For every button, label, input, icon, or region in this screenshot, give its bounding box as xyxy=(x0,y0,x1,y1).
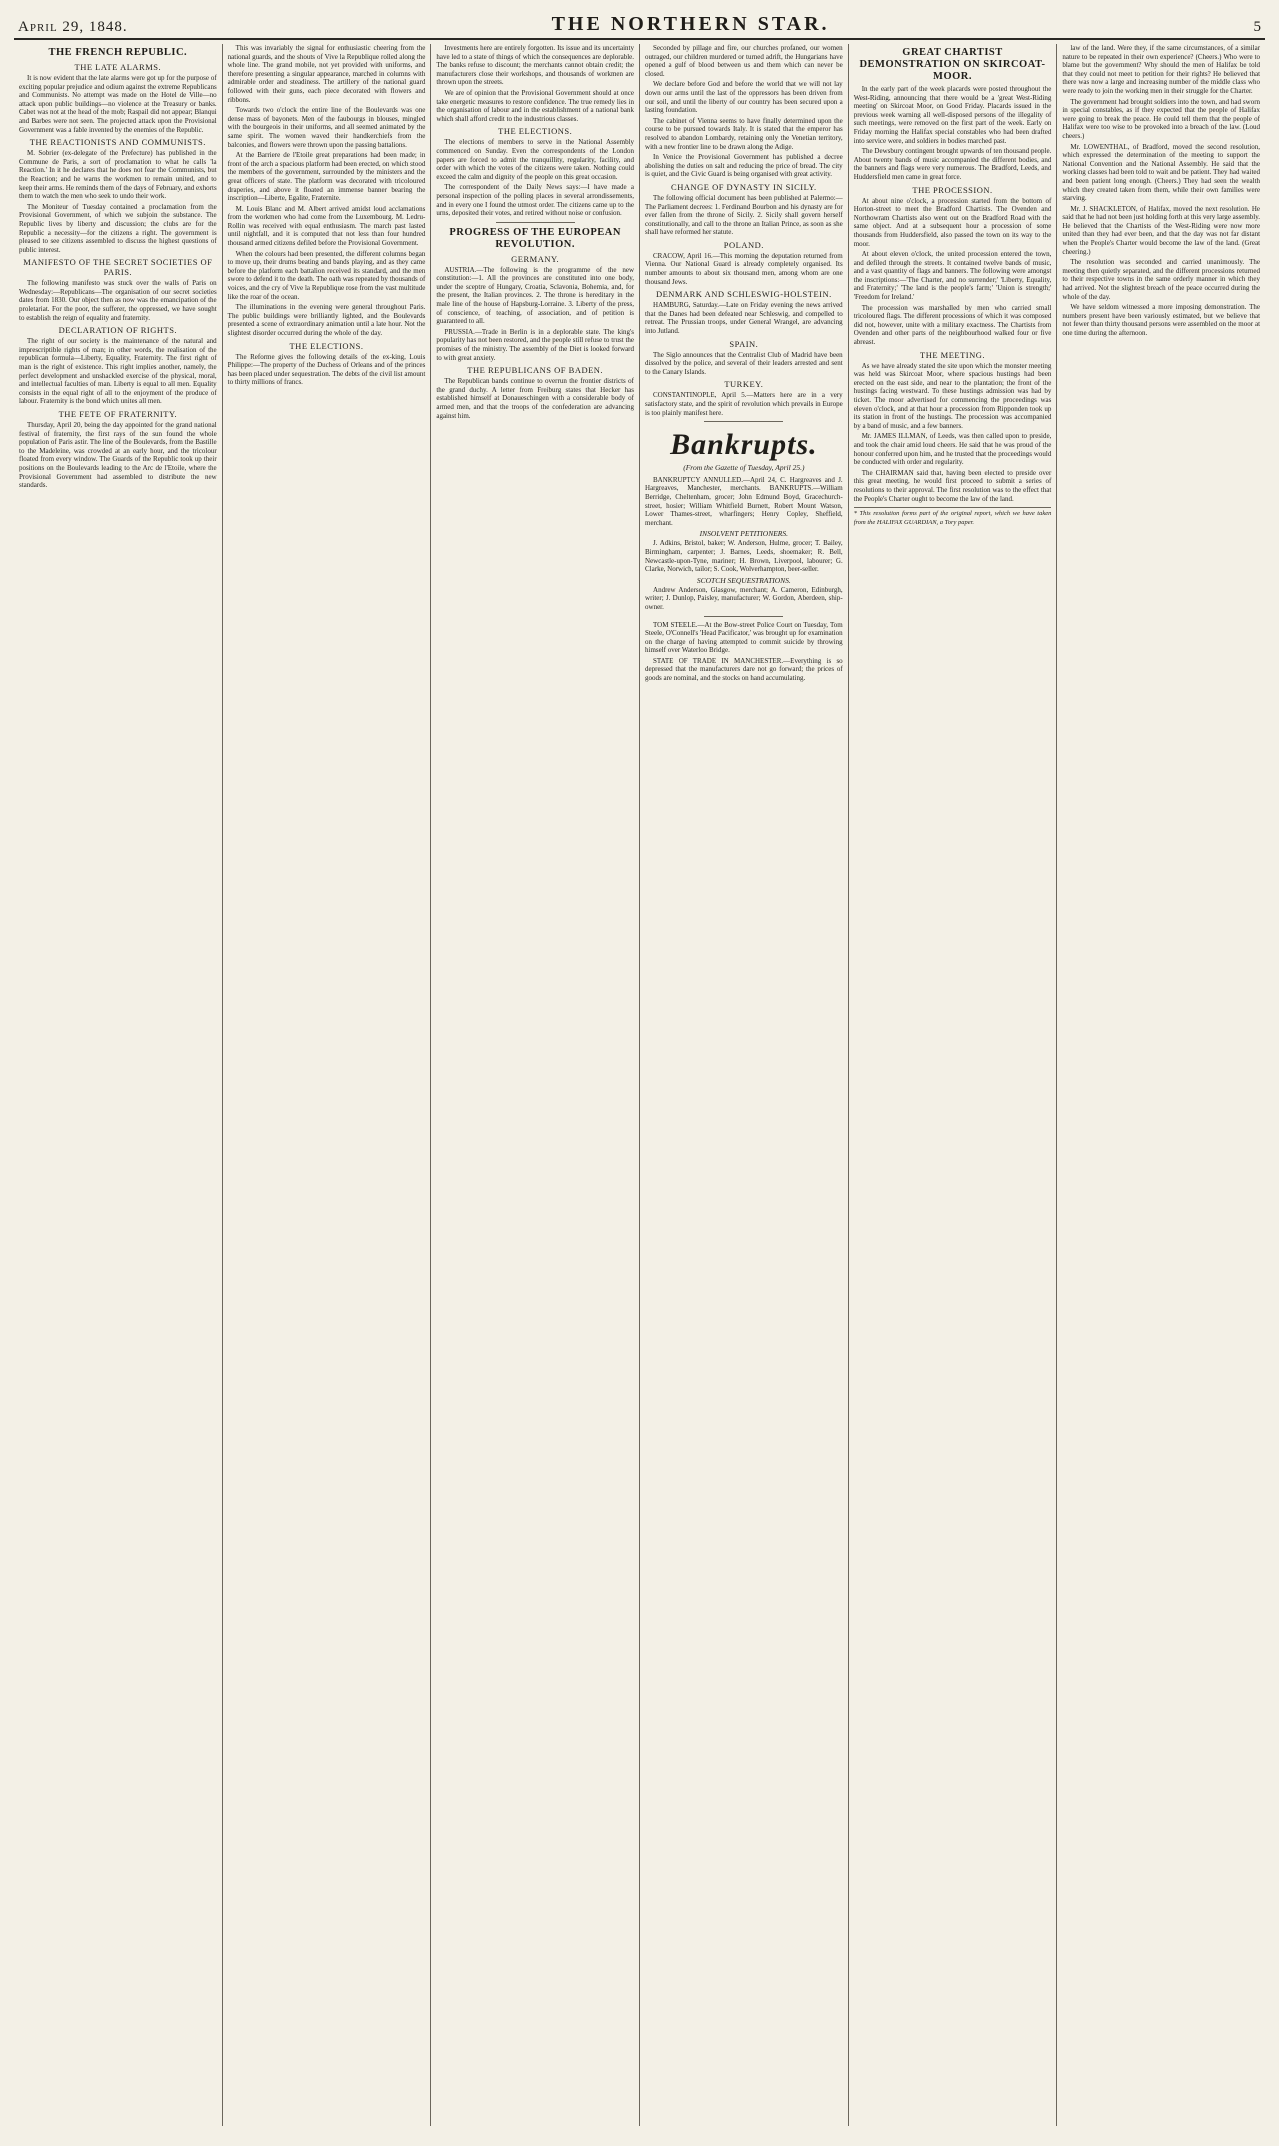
paragraph: The CHAIRMAN said that, having been elected to preside over this great meeting, he would first proceed to submit a series of resolutions to their approval. The first resolution was to the effect that the People's Charter ought to become the law of the land. xyxy=(853,468,1052,503)
section-title: PROGRESS OF THE EUROPEAN REVOLUTION. xyxy=(449,226,621,250)
column-2 xyxy=(223,44,432,2126)
subheading: THE REPUBLICANS OF BADEN. xyxy=(467,365,604,376)
subheading: POLAND. xyxy=(723,239,764,250)
paragraph: Mr. LOWENTHAL, of Bradford, moved the second resolution, which expressed the determination of the meeting to support the National Convention and the National Assembly. He said that the working classes had been told to wait and be patient. They had waited and been patient long enough. (Cheers.) They had seen the wealth which they created taken from them, while their own families were starving. xyxy=(1062,142,1261,203)
subheading: THE FETE OF FRATERNITY. xyxy=(58,409,178,419)
paragraph: M. Sobrier (ex-delegate of the Prefecture) has published in the Commune de Paris, a sort of proclamation to what he calls 'la Reaction.' In it he declares that he does not fear the Communists, but the Reaction; and he warns the workmen to remain united, and to keep their arms. He reminds them of the days of February, and exhorts them to watch the men who seek to undo their work. xyxy=(19,149,217,201)
paragraph: In the early part of the week placards were posted throughout the West-Riding, announcing that there would be a 'great West-Riding meeting' on Skircoat Moor, on Good Friday. Placards issued in the previous week warning all well-disposed persons of the illegality of such meetings, were removed on the first part of the week. Early on Friday morning the Halifax special constables who had been drafted into service were, and soldiers in bodies marched past. xyxy=(853,85,1052,145)
paragraph: The procession was marshalled by men who carried small tricoloured flags. The different processions of which it was composed did not, however, unite with a military exactness. The Chartists from Ovenden and other parts of the neighbourhood walked four or five abreast. xyxy=(853,303,1052,347)
column-3 xyxy=(431,44,640,2126)
newspaper-page xyxy=(14,8,1265,2124)
paragraph: CONSTANTINOPLE, April 5.—Matters here are in a very satisfactory state, and the spirit of revolution which prevails in Europe is too plainly manifest here. xyxy=(645,391,843,417)
paragraph: The following manifesto was stuck over the walls of Paris on Wednesday:—Republicans—The organisation of our secret societies dates from 1830. Our object then as now was the emancipation of the proletariat. For the poor, the sufferer, the oppressed, we have sought to establish the reign of equality and fraternity. xyxy=(19,279,217,322)
columns xyxy=(14,44,1265,2126)
paragraph: PRUSSIA.—Trade in Berlin is in a deplorable state. The king's popularity has not been restored, and the people still refuse to trust the promises of the ministry. The assembly of the Diet is looked forward to with great anxiety. xyxy=(436,327,635,362)
column-6 xyxy=(1057,44,1265,2126)
subheading: THE LATE ALARMS. xyxy=(74,62,162,72)
paragraph: The cabinet of Vienna seems to have finally determined upon the course to be pursued towards Italy. It is stated that the emperor has resolved to abandon Lombardy, retaining only the Venetian territory, with a new frontier line to be drawn along the Adige. xyxy=(645,116,843,151)
paragraph: The Siglo announces that the Centralist Club of Madrid have been dissolved by the police, and several of their leaders arrested and sent to the Canary Islands. xyxy=(645,350,843,376)
paragraph: The Reforme gives the following details of the ex-king, Louis Philippe:—The property of the Duchess of Orleans and of the princes has been placed under sequestration. The debts of the civil list amount to thirty millions of francs. xyxy=(227,352,426,387)
subheading: THE PROCESSION. xyxy=(912,184,993,195)
subheading: THE REACTIONISTS AND COMMUNISTS. xyxy=(29,137,206,148)
paragraph: As we have already stated the site upon which the monster meeting was held was Skircoat Moor, where spacious hustings had been erected on the east side, and near to the plantation; the front of the hustings facing westward. To these hustings admission was had by ticket. The moor advertised for commencing the proceedings was eleven o'clock, and at that hour a procession from Ripponden took up its station in front of the hustings. The procession was accompanied by a band of music, and a few banners. xyxy=(853,361,1052,430)
paragraph: The correspondent of the Daily News says:—I have made a personal inspection of the polling places in several arrondissements, and in every one I found the utmost order. The citizens came up to the urns, deposited their votes, and retired without noise or confusion. xyxy=(436,183,635,218)
divider xyxy=(704,616,783,617)
subheading: TURKEY. xyxy=(724,379,764,390)
paragraph: HAMBURG, Saturday.—Late on Friday evening the news arrived that the Danes had been defeated near Schleswig, and compelled to retreat. The Prussian troops, under General Wrangel, are advancing into Jutland. xyxy=(645,301,843,336)
paragraph: At about eleven o'clock, the united procession entered the town, and defiled through the streets. It contained twelve bands of music, and a vast quantity of flags and banners. The following were amongst the inscriptions:—'The Charter, and no surrender;' 'Liberty, Equality, and Fraternity;' 'The land is the people's farm;' 'Union is strength;' 'Freedom for Ireland.' xyxy=(853,250,1052,302)
paragraph: At about nine o'clock, a procession started from the bottom of Horton-street to meet the Bradford Chartists. The Ovenden and Northowram Chartists also went out on the Bradford Road with the same object. And at a subsequent hour a procession of some thousands from Huddersfield, also passed the town on its way to the moor. xyxy=(853,196,1052,248)
paragraph: J. Adkins, Bristol, baker; W. Anderson, Hulme, grocer; T. Bailey, Birmingham, carpenter; J. Barnes, Leeds, shoemaker; R. Bell, Newcastle-upon-Tyne, mariner; H. Brown, Liverpool, labourer; G. Clarke, Norwich, tailor; S. Cook, Wolverhampton, beer-seller. xyxy=(645,539,843,574)
paragraph: TOM STEELE.—At the Bow-street Police Court on Tuesday, Tom Steele, O'Connell's 'Head Pacificator,' was brought up for examination on the charge of having attempted to commit suicide by throwing himself over Waterloo Bridge. xyxy=(645,620,843,655)
paragraph: The government had brought soldiers into the town, and had sworn in special constables, as if they expected that the people of Halifax were going to break the peace. He could tell them that the people of Halifax were too wise to be provoked into a breach of the law. (Loud cheers.) xyxy=(1062,97,1261,140)
divider xyxy=(704,421,783,422)
subheading: SCOTCH SEQUESTRATIONS. xyxy=(696,575,791,585)
paragraph: Andrew Anderson, Glasgow, merchant; A. Cameron, Edinburgh, writer; J. Dunlop, Paisley, manufacturer; W. Gordon, Aberdeen, ship-owner. xyxy=(645,585,843,611)
issue-date: April 29, 1848. xyxy=(18,19,128,35)
paragraph: When the colours had been presented, the different columns began to move up, their drums beating and bands playing, and as they came before the platform each battalion received its standard, and the men swore to defend it to the death. The oath was repeated by thousands of voices, and the cry of Vive la Republique rose from the vast multitude like the roar of the ocean. xyxy=(227,249,426,301)
paragraph: CRACOW, April 16.—This morning the deputation returned from Vienna. Our National Guard is already completely organised. Its number amounts to about six thousand men, among whom are one thousand Jews. xyxy=(645,251,843,286)
subheading: DECLARATION OF RIGHTS. xyxy=(58,325,178,336)
paragraph: The Republican bands continue to overrun the frontier districts of the grand duchy. A letter from Freiburg states that Hecker has established himself at Donaueschingen with a considerable body of armed men, and that the troops of the confederation are advancing against him. xyxy=(436,377,635,420)
paragraph: Thursday, April 20, being the day appointed for the grand national festival of fraternity, the first rays of the sun found the whole population of Paris astir. The line of the Boulevards, from the Bastille to the Madeleine, was crowded at an early hour, and the tricolour floated from every window. The Guards of the Republic took up their positions on the Boulevards leading to the Arc de l'Etoile, where the Provisional Government had assembled to distribute the new standards. xyxy=(19,421,217,490)
paragraph: Seconded by pillage and fire, our churches profaned, our women outraged, our children murdered or turned adrift, the Hungarians have opened a gulf of blood between us and them which can never be closed. xyxy=(645,44,843,78)
paragraph: The Dewsbury contingent brought upwards of ten thousand people. About twenty bands of music accompanied the different bodies, and the banners and flags were very numerous. The Bradford, Leeds, and Huddersfield men came in great force. xyxy=(853,147,1052,181)
paragraph: We are of opinion that the Provisional Government should at once take energetic measures to restore confidence. The true remedy lies in the organisation of labour and in the establishment of a national bank which shall afford credit to the industrious classes. xyxy=(436,88,635,123)
column-5 xyxy=(849,44,1058,2126)
section-title: THE FRENCH REPUBLIC. xyxy=(48,47,188,58)
column-4 xyxy=(640,44,849,2126)
paragraph: The illuminations in the evening were general throughout Paris. The public buildings were brilliantly lighted, and the Boulevards presented a scene of extraordinary animation until a late hour. Not the slightest disorder occurred during the whole of the day. xyxy=(227,303,426,337)
paragraph: In Venice the Provisional Government has published a decree abolishing the duties on salt and reducing the price of bread. The city is quiet, and the Civic Guard is being organised with great activity. xyxy=(645,153,843,179)
paragraph: It is now evident that the late alarms were got up for the purpose of exciting popular prejudice and odium against the extreme Republicans and Communists. No attempt was made on the Hotel de Ville—no attack upon public buildings—no violence at the Treasury or banks. Cabet was not at the head of the mob; Raspail did not appear; Blanqui and Barbes were not seen. The projected attack upon the Provisional Government was a fable invented by the enemies of the Republic. xyxy=(19,74,217,134)
paragraph: The following official document has been published at Palermo:—The Parliament decrees: 1. Ferdinand Bourbon and his dynasty are for ever fallen from the throne of Sicily. 2. Sicily shall govern herself constitutionally, and call to the throne an Italian Prince, as soon as she shall have reformed her statute. xyxy=(645,193,843,237)
paragraph: We declare before God and before the world that we will not lay down our arms until the last of the oppressors has been driven from our soil, and until the liberty of our country has been secured upon a lasting foundation. xyxy=(645,80,843,115)
section-title: GREAT CHARTIST DEMONSTRATION ON SKIRCOAT-MOOR. xyxy=(859,47,1046,82)
paragraph: We have seldom witnessed a more imposing demonstration. The numbers present have been variously estimated, but we believe that not fewer than thirty thousand persons were assembled on the moor at one time during the afternoon. xyxy=(1062,303,1261,337)
paragraph: This was invariably the signal for enthusiastic cheering from the national guards, and the shouts of Vive la Republique rolled along the whole line. The grand mobile, not yet provided with uniforms, and therefore presenting a singular appearance, marched in columns with admirable order and steadiness. The artillery of the national guard followed with their guns, each piece decorated with flowers and ribbons. xyxy=(227,44,426,104)
paragraph: The Moniteur of Tuesday contained a proclamation from the Provisional Government, of which we subjoin the substance. The Republic lives by liberty and discussion; the clubs are for the Republic a necessity—for the citizens a right. The government is pleased to see citizens assembled to discuss the highest questions of public interest. xyxy=(19,202,217,254)
paragraph: Towards two o'clock the entire line of the Boulevards was one dense mass of bayonets. Men of the faubourgs in blouses, mingled with the bourgeois in their uniforms, and all seemed animated by the same spirit. The women waved their handkerchiefs from the balconies, and flowers were thrown upon the passing battalions. xyxy=(227,106,426,149)
subheading: DENMARK AND SCHLESWIG-HOLSTEIN. xyxy=(655,289,832,300)
subheading: INSOLVENT PETITIONERS. xyxy=(699,529,789,539)
paragraph: M. Louis Blanc and M. Albert arrived amidst loud acclamations from the workmen who had come from the Luxembourg. M. Ledru-Rollin was received with equal enthusiasm. The march past lasted until nightfall, and it is computed that not less than four hundred thousand armed citizens defiled before the Provisional Government. xyxy=(227,204,426,248)
subheading: THE ELECTIONS. xyxy=(289,340,364,351)
column-1 xyxy=(14,44,223,2126)
paragraph: Mr. J. SHACKLETON, of Halifax, moved the next resolution. He said that he had not been just holding forth at this very large assembly. He believed that the Chartists of the West-Riding were now more united than they had ever been, and that the day was not far distant when the People's Charter would become the law of the land. (Great cheering.) xyxy=(1062,204,1261,256)
paragraph: Mr. JAMES ILLMAN, of Leeds, was then called upon to preside, and took the chair amid loud cheers. He said that he was proud of the honour conferred upon him, and he trusted that the proceedings would be conducted with order and regularity. xyxy=(853,432,1052,467)
page-number: 5 xyxy=(1253,19,1261,35)
paragraph: The elections of members to serve in the National Assembly commenced on Sunday. Even the correspondents of the London papers are forced to admit the tranquillity, regularity, facility, and order with which the votes of the citizens were taken. Nothing could exceed the calm and dignity of the people on this great occasion. xyxy=(436,138,635,181)
paragraph: The resolution was seconded and carried unanimously. The meeting then quietly separated, and the different processions returned to their respective towns in the same orderly manner in which they had arrived. Not the slightest breach of the peace occurred during the whole of the day. xyxy=(1062,258,1261,301)
paragraph: Investments here are entirely forgotten. Its issue and its uncertainty have led to a state of things of which the consequences are deplorable. The banks refuse to discount; the merchants cannot obtain credit; the manufacturers close their workshops, and thousands of workmen are thrown upon the streets. xyxy=(436,44,635,87)
subheading: GERMANY. xyxy=(511,253,560,264)
paragraph: BANKRUPTCY ANNULLED.—April 24, C. Hargreaves and J. Hargreaves, Manchester, merchants. BANKRUPTS.—William Berridge, Cheltenham, grocer; John Edmund Boyd, Gracechurch-street, hosier; William Whitfield Burnett, Robert Mount Watson, Lower Thames-street, wharfingers; Henry Copley, Sheffield, merchant. xyxy=(645,475,843,527)
paper-title: THE NORTHERN STAR. xyxy=(551,13,830,35)
paragraph: AUSTRIA.—The following is the programme of the new constitution:—1. All the provinces are constituted into one body, under the sceptre of Hungary, Croatia, Sclavonia, Bohemia, and, for the present, the Italian provinces. 2. The throne is hereditary in the male line of the house of Hapsburg-Lorraine. 3. Liberty of the press, of conscience, of teaching, of association, and of petition is guaranteed to all. xyxy=(436,265,635,326)
subheading: THE MEETING. xyxy=(920,349,986,360)
footnote: * This resolution forms part of the original report, which we have taken from the HALIFAX GUARDIAN, a Tory paper. xyxy=(854,507,1052,527)
subheading: SPAIN. xyxy=(729,338,759,349)
paragraph: STATE OF TRADE IN MANCHESTER.—Everything is so depressed that the manufacturers dare not go forward; the prices of goods are nominal, and the stocks on hand accumulating. xyxy=(645,656,843,683)
subheading: CHANGE OF DYNASTY IN SICILY. xyxy=(671,181,817,192)
paragraph: law of the land. Were they, if the same circumstances, of a similar nature to be repeated in their own experience? (Cheers.) Who were to blame but the government? Why should the men of Halifax be told that they could not meet to petition for their rights? He believed that there was now a large and increasing number of the middle class who were ready to join the working men in their struggle for the Charter. xyxy=(1062,44,1261,95)
divider xyxy=(496,222,575,223)
masthead xyxy=(14,8,1265,40)
paragraph: The right of our society is the maintenance of the natural and imprescriptible rights of man; in other words, the realisation of the republican formula—Liberty, Equality, Fraternity. The first right of man is the right of existence. This right implies another, namely, the perfect development and unshackled exercise of the physical, moral, and intellectual faculties of man. Liberty is equal to all men. Equality consists in the equal right of all to the enjoyment of the produce of labour. Fraternity is the bond which unites all men. xyxy=(19,337,217,406)
bankrupts-source: (From the Gazette of Tuesday, April 25.) xyxy=(683,463,805,473)
paragraph: At the Barriere de l'Etoile great preparations had been made; in front of the arch a spacious platform had been erected, on which stood the members of the government, surrounded by the ministers and the great officers of state. The platform was decorated with tricoloured draperies, and above it floated an immense banner bearing the inscription—Liberte, Egalite, Fraternite. xyxy=(227,151,426,203)
subheading: THE ELECTIONS. xyxy=(498,126,573,137)
bankrupts-banner: Bankrupts. xyxy=(670,428,818,462)
subheading: MANIFESTO OF THE SECRET SOCIETIES OF PARIS. xyxy=(23,257,213,278)
